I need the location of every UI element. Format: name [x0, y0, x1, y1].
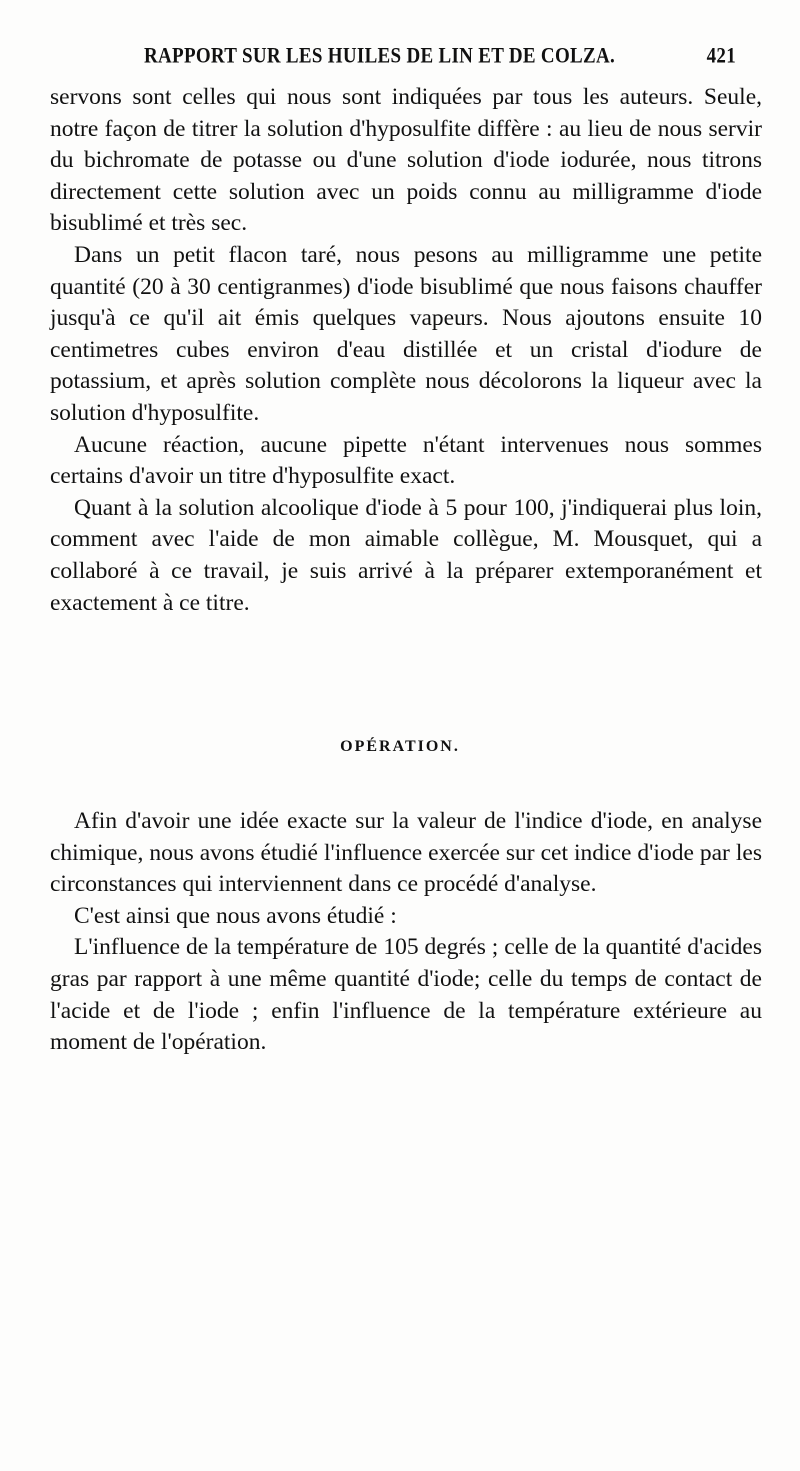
paragraph: Quant à la solution alcoolique d'iode à 5 pour 100, j'indiquerai plus loin, comment avec l'aide de mon aimable collègue, M. Mousquet, qui a collaboré à ce travail, je suis arrivé à la préparer extemporanément et exactement à ce titre. — [50, 494, 762, 616]
paragraph: Dans un petit flacon taré, nous pesons au milligramme une petite quantité (20 à 30 centigranmes) d'iode bisublimé que nous faisons chauffer jusqu'à ce qu'il ait émis quelques vapeurs. Nous ajoutons ensuite 10 centimetres cubes environ d'eau distillée et un cristal d'iodure de potassium, et après solution complète nous décolorons la liqueur avec la solution d'hyposulfite. — [50, 241, 762, 426]
paragraph: L'influence de la température de 105 degrés ; celle de la quantité d'acides gras par rapport à une même quantité d'iode; celle du temps de contact de l'acide et de l'iode ; enfin l'influence de la température extérieure au moment de l'opération. — [50, 934, 762, 1056]
section-heading: OPÉRATION. — [340, 738, 460, 755]
body-text-section-1 — [50, 82, 762, 619]
running-title: RAPPORT SUR LES HUILES DE LIN ET DE COLZA. — [144, 44, 616, 69]
paragraph: Aucune réaction, aucune pipette n'étant intervenues nous sommes certains d'avoir un titre d'hyposulfite exact. — [50, 431, 762, 490]
paragraph: servons sont celles qui nous sont indiquées par tous les auteurs. Seule, notre façon de titrer la solution d'hyposulfite diffère : au lieu de nous servir du bichromate de potasse ou d'une solution d'iode iodurée, nous titrons directement cette solution avec un poids connu au milligramme d'iode bisublimé et très sec. — [50, 84, 762, 237]
paragraph: C'est ainsi que nous avons étudié : — [74, 902, 397, 929]
paragraph: Afin d'avoir une idée exacte sur la valeur de l'indice d'iode, en analyse chimique, nous avons étudié l'influence exercée sur cet indice d'iode par les circonstances qui interviennent dans ce procédé d'analyse. — [50, 808, 762, 898]
page-number: 421 — [706, 44, 736, 69]
body-text-section-2 — [50, 806, 762, 1059]
page-header — [144, 44, 770, 74]
